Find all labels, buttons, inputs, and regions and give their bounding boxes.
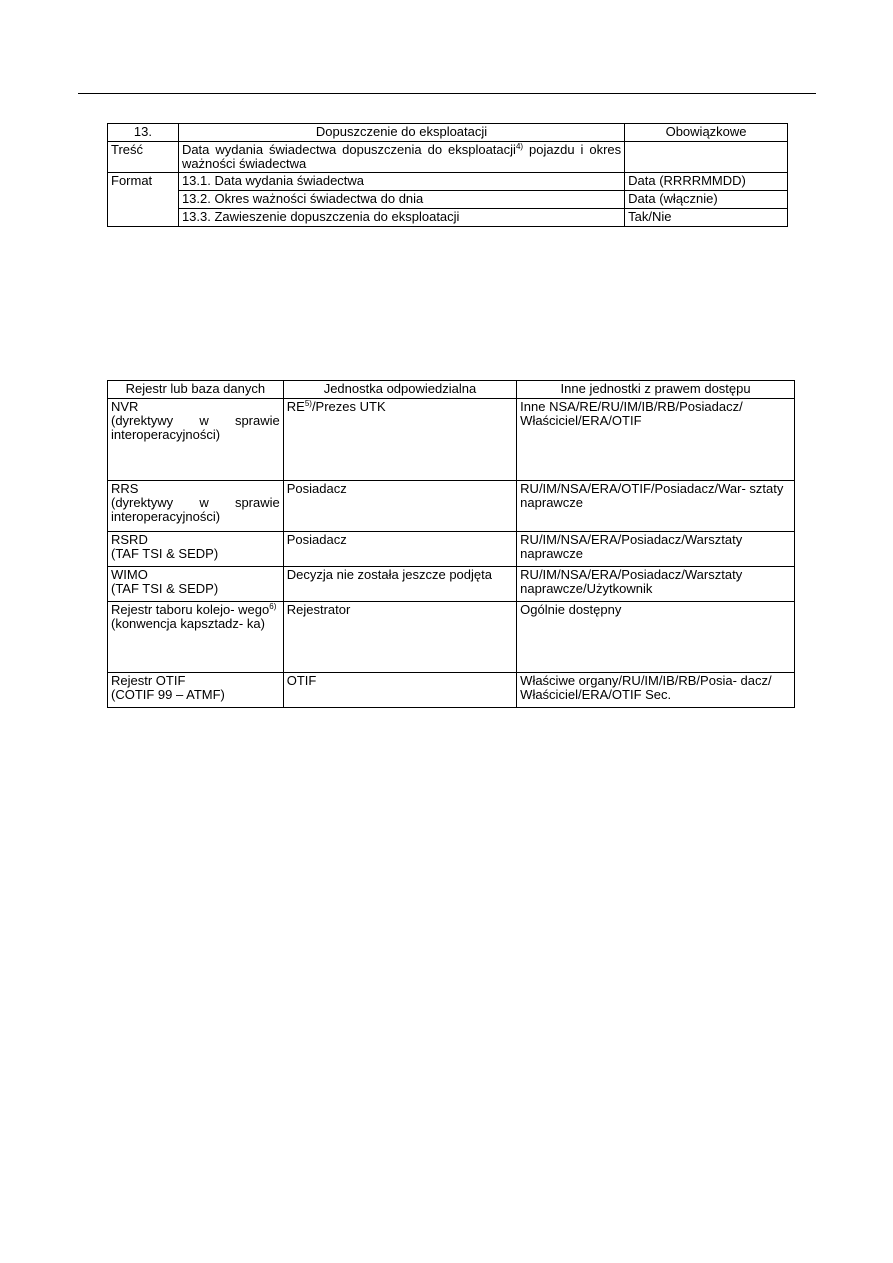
footnote-ref: 5): [304, 399, 312, 408]
format-field: 13.2. Okres ważności świadectwa do dnia: [178, 191, 624, 209]
responsible-cell: Decyzja nie została jeszcze podjęta: [283, 567, 516, 602]
content-text-part1: Data wydania świadectwa dopuszczenia do eksploatacji: [181, 142, 516, 157]
access-cell: RU/IM/NSA/ERA/Posiadacz/Warsztaty naprawcze: [517, 532, 795, 567]
header-register: Rejestr lub baza danych: [108, 381, 284, 399]
table-row: [108, 142, 788, 173]
register-name: Rejestr OTIF: [111, 673, 186, 688]
admission-table: [107, 123, 788, 227]
register-sub: (TAF TSI & SEDP): [111, 546, 219, 561]
access-cell: RU/IM/NSA/ERA/OTIF/Posiadacz/War- sztaty naprawcze: [517, 481, 795, 532]
section-title: Dopuszczenie do eksploatacji: [178, 124, 624, 142]
table-row: [108, 209, 788, 227]
format-type: Data (włącznie): [625, 191, 788, 209]
register-sub: (konwencja kapsztadz- ka): [111, 616, 265, 631]
responsible-cell: [283, 399, 516, 481]
section-number: 13.: [108, 124, 179, 142]
table-row: [108, 191, 788, 209]
access-cell: Ogólnie dostępny: [517, 602, 795, 673]
table-row: [108, 399, 795, 481]
register-sub: (COTIF 99 – ATMF): [111, 687, 225, 702]
register-sub: (dyrektywy w sprawie interoperacyjności): [111, 495, 280, 524]
table-row: [108, 673, 795, 708]
register-cell: [108, 602, 284, 673]
format-type: Data (RRRRMMDD): [625, 173, 788, 191]
section-status: Obowiązkowe: [625, 124, 788, 142]
registers-table: [107, 380, 795, 708]
responsible-cell: OTIF: [283, 673, 516, 708]
content-empty-cell: [625, 142, 788, 173]
table-row: [108, 532, 795, 567]
register-cell: [108, 567, 284, 602]
responsible-cell: Posiadacz: [283, 481, 516, 532]
register-name: WIMO: [111, 567, 148, 582]
header-rule: [78, 93, 816, 94]
footnote-ref: 6): [269, 602, 277, 611]
access-cell: RU/IM/NSA/ERA/Posiadacz/Warsztaty naprawcze/Użytkownik: [517, 567, 795, 602]
register-name-text: Rejestr taboru kolejo- wego: [111, 602, 270, 617]
access-cell: Inne NSA/RE/RU/IM/IB/RB/Posiadacz/ Właściciel/ERA/OTIF: [517, 399, 795, 481]
table-row: [108, 602, 795, 673]
format-field: 13.3. Zawieszenie dopuszczenia do eksploatacji: [178, 209, 624, 227]
table-row: [108, 173, 788, 191]
access-cell: Właściwe organy/RU/IM/IB/RB/Posia- dacz/ Właściciel/ERA/OTIF Sec.: [517, 673, 795, 708]
register-cell: [108, 673, 284, 708]
register-cell: [108, 399, 284, 481]
register-name: RRS: [111, 481, 139, 496]
header-access: Inne jednostki z prawem dostępu: [517, 381, 795, 399]
table-header-row: [108, 124, 788, 142]
register-cell: [108, 532, 284, 567]
register-sub: (TAF TSI & SEDP): [111, 581, 219, 596]
register-sub: (dyrektywy w sprawie interoperacyjności): [111, 413, 280, 442]
register-cell: [108, 481, 284, 532]
register-name: [111, 603, 280, 617]
content-text: [178, 142, 624, 173]
format-label: Format: [108, 173, 179, 227]
content-text-part2: pojazdu i okres ważności świadectwa: [181, 142, 622, 171]
format-field: 13.1. Data wydania świadectwa: [178, 173, 624, 191]
responsible-cell: Posiadacz: [283, 532, 516, 567]
table-header-row: [108, 381, 795, 399]
register-name: NVR: [111, 399, 139, 414]
footnote-ref: 4): [515, 142, 524, 151]
register-name: RSRD: [111, 532, 148, 547]
header-responsible: Jednostka odpowiedzialna: [283, 381, 516, 399]
format-type: Tak/Nie: [625, 209, 788, 227]
responsible-prefix: RE: [286, 399, 305, 414]
responsible-cell: Rejestrator: [283, 602, 516, 673]
responsible-suffix: /Prezes UTK: [311, 399, 386, 414]
table-row: [108, 481, 795, 532]
table-row: [108, 567, 795, 602]
content-label: Treść: [108, 142, 179, 173]
